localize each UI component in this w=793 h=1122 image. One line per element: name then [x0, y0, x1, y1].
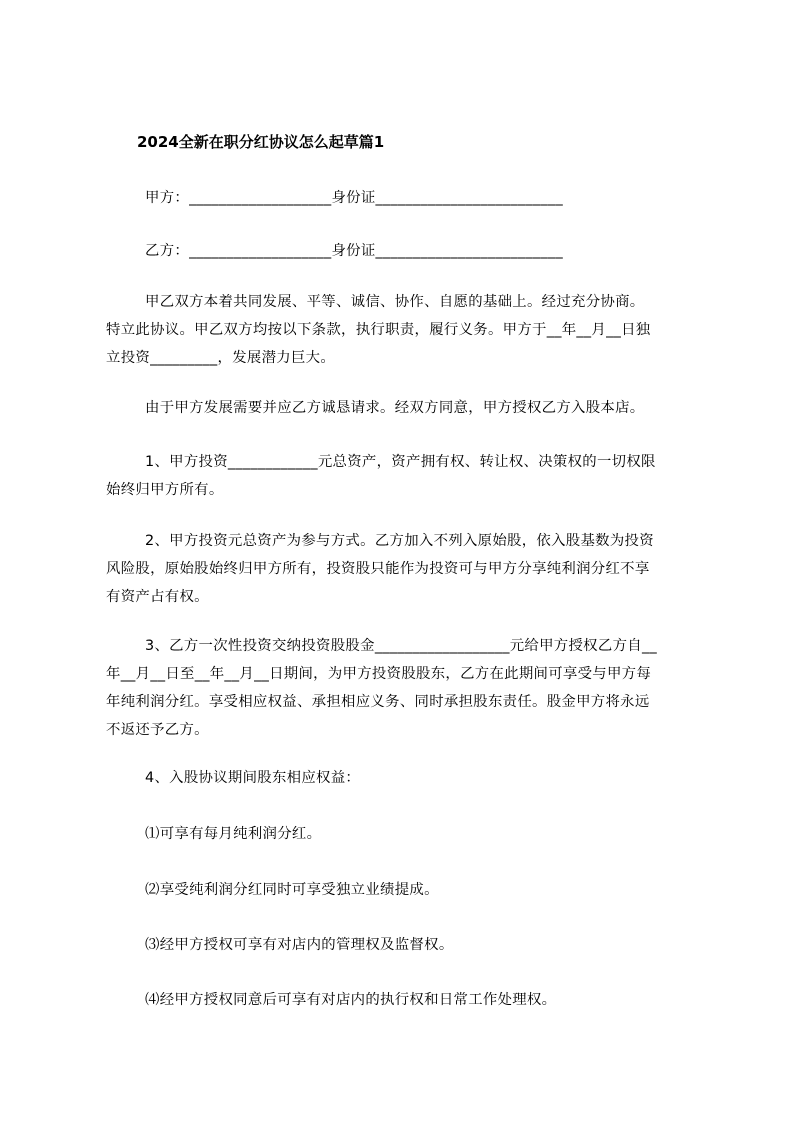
intro-line: 立投资_________，发展潜力巨大。 — [106, 350, 336, 366]
clause-line: 3、乙方一次性投资交纳投资股股金__________________元给甲方授权乙方自__ — [145, 638, 657, 654]
intro-line: 甲乙双方本着共同发展、平等、诚信、协作、自愿的基础上。经过充分协商。 — [145, 294, 645, 310]
clause-line: 不返还予乙方。 — [106, 722, 209, 738]
clause-4-item: ⑷经甲方授权同意后可享有对店内的执行权和日常工作处理权。 — [145, 992, 557, 1008]
party-b-line: 乙方：___________________身份证_________________________ — [145, 243, 563, 259]
clause-1 — [106, 448, 706, 504]
clause-3 — [106, 632, 706, 744]
clause-line: 始终归甲方所有。 — [106, 482, 224, 498]
clause-line: 年纯利润分红。享受相应权益、承担相应义务、同时承担股东责任。股金甲方将永远 — [106, 694, 650, 710]
reason-paragraph — [106, 394, 706, 422]
clause-4-item: ⑵享受纯利润分红同时可享受独立业绩提成。 — [145, 882, 439, 898]
clause-line: 有资产占有权。 — [106, 589, 209, 605]
clause-4-item: ⑴可享有每月纯利润分红。 — [145, 826, 322, 842]
clause-line: 风险股，原始股始终归甲方所有，投资股只能作为投资可与甲方分享纯利润分红不享 — [106, 561, 650, 577]
document-title: 2024全新在职分红协议怎么起草篇1 — [137, 133, 385, 151]
intro-line: 特立此协议。甲乙双方均按以下条款，执行职责，履行义务。甲方于__年__月__日独 — [106, 322, 651, 338]
clause-line: 年__月__日至__年__月__日期间，为甲方投资股股东，乙方在此期间可享受与甲方每 — [106, 666, 652, 682]
clause-line: 2、甲方投资元总资产为参与方式。乙方加入不列入原始股，依入股基数为投资 — [145, 533, 654, 549]
clause-4-heading: 4、入股协议期间股东相应权益： — [145, 770, 361, 786]
intro-paragraph — [106, 288, 706, 372]
party-a-line: 甲方：___________________身份证_________________________ — [145, 190, 563, 206]
clause-line: 1、甲方投资____________元总资产，资产拥有权、转让权、决策权的一切权限 — [145, 454, 656, 470]
clause-2 — [106, 527, 706, 611]
reason-line: 由于甲方发展需要并应乙方诚恳请求。经双方同意，甲方授权乙方入股本店。 — [145, 400, 645, 416]
clause-4-item: ⑶经甲方授权可享有对店内的管理权及监督权。 — [145, 937, 454, 953]
